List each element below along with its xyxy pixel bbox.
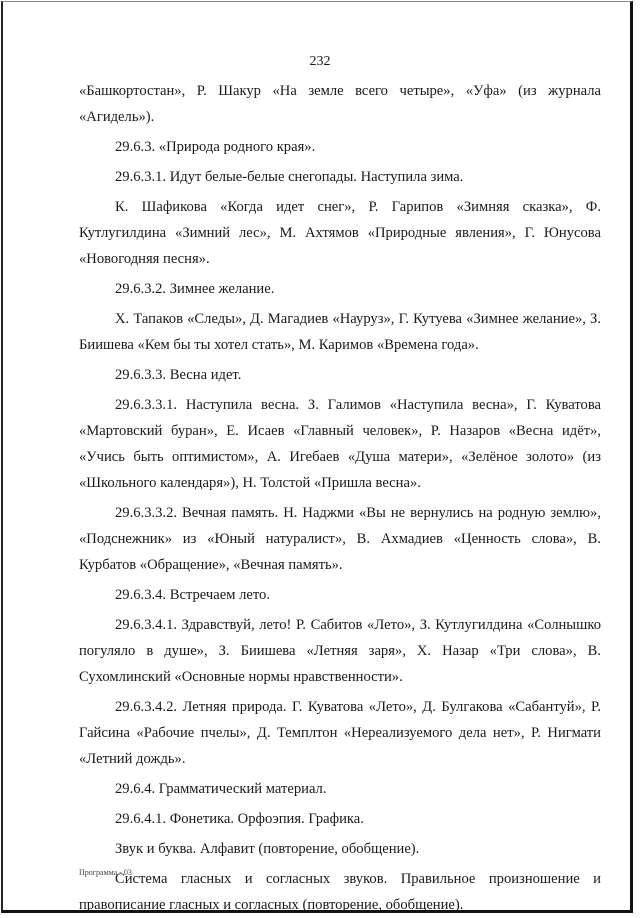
subsection-heading: 29.6.4.1. Фонетика. Орфоэпия. Графика. (115, 811, 364, 827)
paragraph: Система гласных и согласных звуков. Правильное произношение и правописание гласных и согласных (повторение, обобщение). (79, 871, 601, 913)
page-number: 232 (309, 54, 331, 69)
section-heading: 29.6.3. «Природа родного края». (115, 139, 316, 155)
paragraph: Звук и буква. Алфавит (повторение, обобщение). (115, 841, 420, 857)
subsection-heading: 29.6.3.3. Весна идет. (115, 367, 242, 383)
paragraph: К. Шафикова «Когда идет снег», Р. Гарипов «Зимняя сказка», Ф. Кутлугилдина «Зимний лес», М. Ахтямов «Природные явления», Г. Юнусова «Новогодняя песня». (79, 199, 601, 267)
subsection-heading: 29.6.3.2. Зимнее желание. (115, 281, 275, 297)
document-body (79, 78, 601, 918)
paragraph: Х. Тапаков «Следы», Д. Магадиев «Науруз», Г. Кутуева «Зимнее желание», З. Биишева «Кем бы ты хотел стать», М. Каримов «Времена года». (79, 311, 601, 353)
paragraph: 29.6.3.3.1. Наступила весна. З. Галимов «Наступила весна», Г. Куватова «Мартовский буран», Е. Исаев «Главный человек», Р. Назаров «Весна идёт», «Учись быть оптимистом», А. Игебаев «Душа матери», «Зелёное золото» (из «Школьного календаря»), Н. Толстой «Пришла весна». (79, 397, 601, 491)
subsection-heading: 29.6.3.1. Идут белые-белые снегопады. Наступила зима. (115, 169, 464, 185)
subsection-heading: 29.6.3.4. Встречаем лето. (115, 587, 270, 603)
paragraph: 29.6.3.3.2. Вечная память. Н. Наджми «Вы не вернулись на родную землю», «Подснежник» из «Юный натуралист», В. Ахмадиев «Ценность слова», В. Курбатов «Обращение», «Вечная память». (79, 505, 601, 573)
paragraph: 29.6.3.4.2. Летняя природа. Г. Куватова «Лето», Д. Булгакова «Сабантуй», Р. Гайсина «Рабочие пчелы», Д. Темплтон «Нереализуемого дела нет», Р. Нигмати «Летний дождь». (79, 699, 601, 767)
section-heading: 29.6.4. Грамматический материал. (115, 781, 327, 797)
paragraph: «Башкортостан», Р. Шакур «На земле всего четыре», «Уфа» (из журнала «Агидель»). (79, 83, 601, 125)
footer-label: Программа - 03 (79, 868, 132, 877)
paragraph: 29.6.3.4.1. Здравствуй, лето! Р. Сабитов «Лето», З. Кутлугилдина «Солнышко погуляло в душе», З. Биишева «Летняя заря», Х. Назар «Три слова», В. Сухомлинский «Основные нормы нравственности». (79, 617, 601, 685)
